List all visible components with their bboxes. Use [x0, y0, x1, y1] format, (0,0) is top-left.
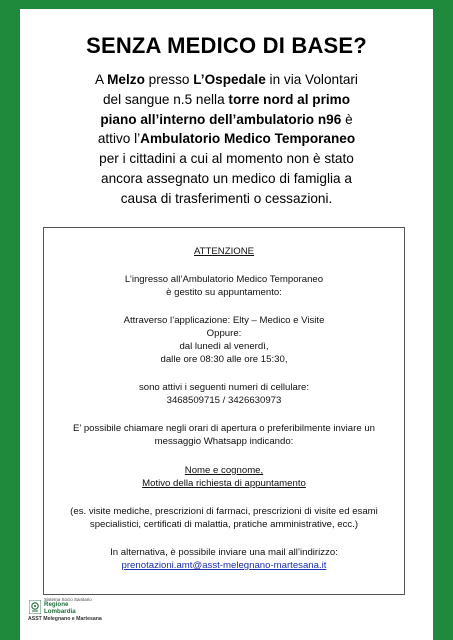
appointment-label: appuntamento: [217, 287, 282, 298]
hours-text-part: dalle ore [160, 354, 200, 365]
intro-line [40, 90, 413, 110]
request-reason: Motivo della richiesta di appuntamento [142, 478, 306, 489]
mail-text [44, 546, 404, 559]
intro-location: torre nord al primo [228, 91, 351, 107]
intro-line [40, 129, 413, 149]
days-text: dal lunedì al venerdì, [179, 341, 269, 352]
intro-city: Melzo [107, 72, 145, 87]
intro-line [40, 70, 413, 90]
logo-system-text: Sistema Socio Sanitario [44, 597, 92, 602]
opening-time: 08:30 [199, 354, 224, 365]
access-text-part: è gestito su [166, 287, 218, 298]
intro-line [40, 110, 413, 130]
logo-asst-name: ASST Melegnano e Martesana [28, 616, 102, 622]
logo-region-name [44, 602, 76, 615]
hours-text-part: , [284, 354, 288, 365]
access-text [44, 286, 404, 299]
intro-line: ancora assegnato un medico di famiglia a [101, 170, 352, 186]
request-name: Nome e cognome, [184, 465, 264, 476]
intro-line: per i cittadini a cui al momento non è stato [99, 151, 354, 167]
call-text [44, 435, 404, 448]
asst-logo [28, 597, 138, 623]
message-label: messaggio [154, 436, 202, 447]
hours-text [44, 353, 404, 366]
app-text-part: Attraverso l’applicazione: [123, 315, 233, 326]
intro-text-part: del sangue n.5 nella [102, 91, 229, 107]
call-text-part: Whatsapp indicando: [201, 436, 294, 447]
call-text: E’ possibile chiamare negli orari di apertura o preferibilmente inviare un [72, 423, 375, 434]
regione-lombardia-logo-icon [29, 600, 41, 614]
intro-text-part: presso [144, 72, 194, 87]
intro-line: causa di trasferimenti o cessazioni. [120, 190, 333, 206]
logo-region-part: Regione [44, 601, 69, 608]
phone-numbers: 3468509715 / 3426630973 [166, 395, 282, 406]
examples-text: specialistici, certificati di malattia, pratiche amministrative, ecc.) [89, 519, 359, 530]
hours-text-part: alle ore [224, 354, 261, 365]
examples-text: (es. visite mediche, prescrizioni di farmaci, prescrizioni di visite ed esami [70, 506, 378, 517]
page-title: SENZA MEDICO DI BASE? [86, 33, 367, 58]
intro-text-part: attivo l’ [97, 131, 141, 147]
intro-hospital: L’Ospedale [193, 72, 266, 87]
access-text: L’ingresso all’Ambulatorio Medico Temporaneo [124, 274, 324, 285]
or-text: Oppure: [206, 328, 242, 339]
logo-region-part: Lombardia [44, 607, 76, 615]
email-line [44, 559, 404, 572]
app-text [44, 314, 404, 327]
intro-text-part: A [95, 72, 108, 87]
intro-text-part: è [341, 111, 353, 127]
intro-location: piano all’interno dell’ambulatorio n96 [100, 111, 342, 127]
intro-text [40, 70, 413, 209]
app-name: Elty – Medico e Visite [232, 315, 325, 326]
intro-service-name: Ambulatorio Medico Temporaneo [140, 131, 356, 147]
mail-label: mail [268, 547, 286, 558]
mail-text-part: all’indirizzo: [285, 547, 338, 558]
intro-text-part: in via Volontari [265, 72, 358, 87]
phones-intro: sono attivi i seguenti numeri di cellulare: [138, 382, 310, 393]
notice-box [43, 227, 405, 595]
closing-time: 15:30 [260, 354, 285, 365]
notice-heading: ATTENZIONE [193, 246, 255, 257]
email-link[interactable]: prenotazioni.amt@asst-melegnano-martesana.it [121, 560, 327, 571]
mail-text-part: In alternativa, è possibile inviare una [110, 547, 268, 558]
